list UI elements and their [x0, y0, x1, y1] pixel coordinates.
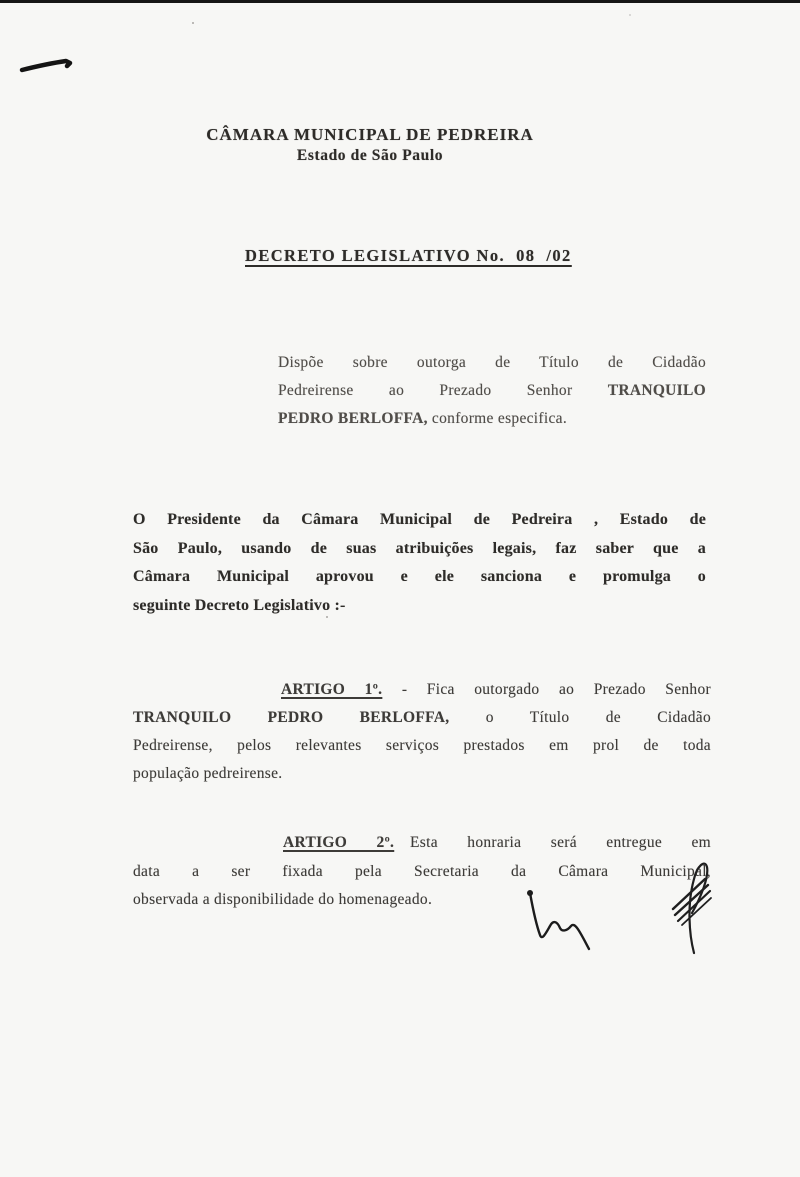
letterhead: [0, 124, 740, 166]
text-run: o Título de Cidadão: [449, 709, 712, 726]
organization-subtitle: Estado de São Paulo: [296, 147, 444, 164]
text-line: [133, 704, 711, 732]
text-line: [133, 563, 706, 592]
text-run: PEDRO BERLOFFA,: [278, 410, 428, 427]
text-line: [133, 535, 706, 564]
text-run: TRANQUILO PEDRO BERLOFFA,: [133, 709, 450, 726]
text-line: [133, 506, 706, 535]
article-label: ARTIGO 2º.: [283, 834, 395, 851]
text-line: [133, 886, 711, 915]
organization-name: CÂMARA MUNICIPAL DE PEDREIRA: [206, 125, 534, 144]
text-run: São Paulo, usando de suas atribuições legais, faz saber que a: [133, 539, 706, 557]
article-2: [133, 829, 711, 915]
text-line: [278, 405, 706, 433]
scan-speck: [629, 14, 631, 16]
text-run: Pedreirense, pelos relevantes serviços prestados em prol de toda: [133, 737, 711, 754]
text-run: conforme especifica.: [427, 410, 568, 427]
text-run: data a ser fixada pela Secretaria da Câmara Municipal,: [133, 862, 711, 880]
text-run: Dispõe sobre outorga de Título de Cidadão: [278, 354, 706, 371]
text-line: [133, 676, 711, 704]
text-line: [133, 760, 711, 788]
handwritten-squiggle-icon: [522, 888, 604, 958]
pen-flourish-icon: [664, 850, 716, 958]
pen-stroke-icon: [18, 56, 76, 76]
text-run: Câmara Municipal aprovou e ele sanciona e promulga o: [133, 568, 706, 585]
text-line: [133, 732, 711, 760]
text-run: Esta honraria será entregue em: [394, 834, 711, 851]
article-1: [133, 676, 711, 788]
text-line: [133, 829, 711, 858]
text-line: [278, 377, 706, 405]
text-run: Pedreirense ao Prezado Senhor: [278, 382, 608, 399]
text-run: população pedreirense.: [133, 765, 283, 782]
text-line: [133, 592, 706, 621]
decree-preamble: [133, 506, 706, 620]
text-line: [133, 858, 711, 887]
text-line: [278, 349, 706, 377]
article-label: ARTIGO 1º.: [281, 681, 383, 698]
scan-speck: [326, 616, 328, 618]
scan-edge-artifact: [0, 0, 800, 3]
decree-title: DECRETO LEGISLATIVO No. 08 /02: [245, 246, 572, 265]
text-run: - Fica outorgado ao Prezado Senhor: [382, 681, 711, 698]
decree-summary: [278, 349, 706, 433]
text-run: seguinte Decreto Legislativo :-: [133, 596, 346, 614]
text-run: observada a disponibilidade do homenageado.: [133, 891, 433, 908]
text-run: TRANQUILO: [607, 382, 706, 399]
text-run: O Presidente da Câmara Municipal de Pedreira , Estado de: [133, 511, 706, 528]
scan-speck: [192, 22, 194, 24]
